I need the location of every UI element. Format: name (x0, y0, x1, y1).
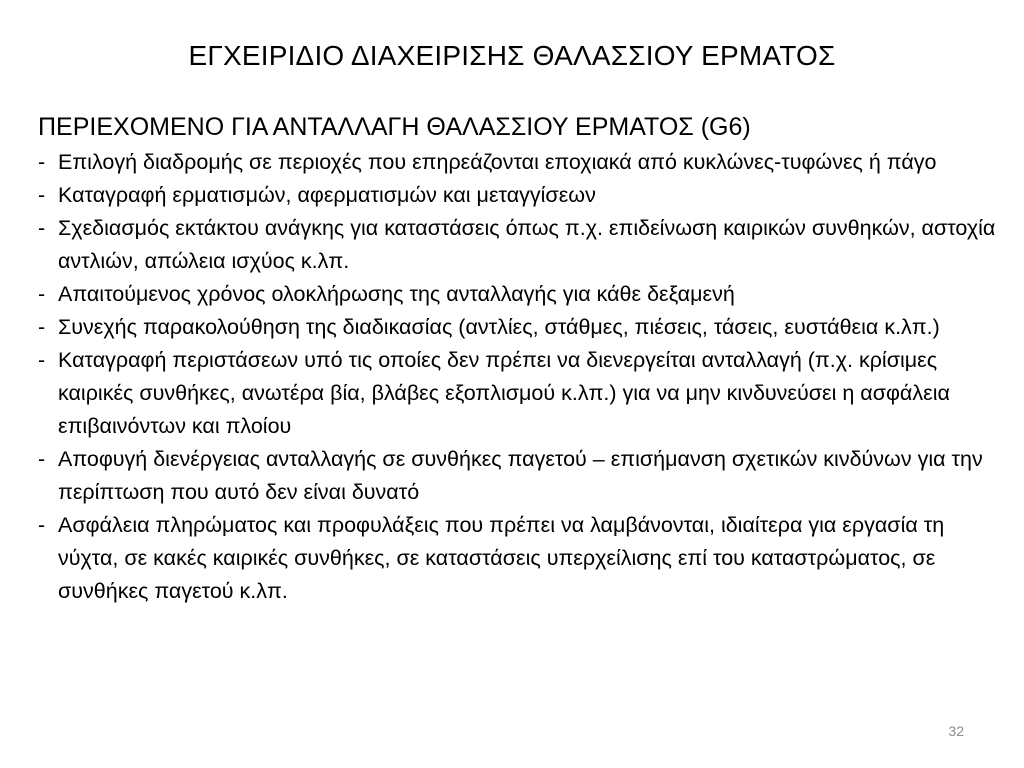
bullet-item (38, 443, 998, 509)
bullet-text: Καταγραφή περιστάσεων υπό τις οποίες δεν πρέπει να διενεργείται ανταλλαγή (π.χ. κρίσιμες καιρικές συνθήκες, ανωτέρα βία, βλάβες εξοπλισμού κ.λπ.) για να μην κινδυνεύσει η ασφάλεια επιβαινόντων και πλοίου (58, 348, 950, 438)
slide-content (38, 110, 998, 608)
bullet-marker: - (38, 315, 46, 339)
bullet-marker: - (38, 216, 46, 240)
bullet-text: Απαιτούμενος χρόνος ολοκλήρωσης της ανταλλαγής για κάθε δεξαμενή (58, 282, 735, 306)
bullet-item (38, 344, 998, 443)
bullet-text: Συνεχής παρακολούθηση της διαδικασίας (αντλίες, στάθμες, πιέσεις, τάσεις, ευστάθεια κ.λπ.) (58, 315, 940, 339)
bullet-item (38, 146, 998, 179)
bullet-marker: - (38, 183, 46, 207)
bullet-marker: - (38, 513, 46, 537)
bullet-text: Αποφυγή διενέργειας ανταλλαγής σε συνθήκες παγετού – επισήμανση σχετικών κινδύνων για την περίπτωση που αυτό δεν είναι δυνατό (58, 447, 983, 504)
bullet-list (38, 146, 998, 608)
bullet-item (38, 179, 998, 212)
page-number: 32 (948, 723, 964, 739)
slide-title: ΕΓΧΕΙΡΙΔΙΟ ΔΙΑΧΕΙΡΙΣΗΣ ΘΑΛΑΣΣΙΟΥ ΕΡΜΑΤΟΣ (188, 40, 836, 71)
bullet-text: Επιλογή διαδρομής σε περιοχές που επηρεάζονται εποχιακά από κυκλώνες-τυφώνες ή πάγο (58, 150, 937, 174)
bullet-item (38, 311, 998, 344)
bullet-marker: - (38, 282, 46, 306)
bullet-text: Σχεδιασμός εκτάκτου ανάγκης για καταστάσεις όπως π.χ. επιδείνωση καιρικών συνθηκών, αστοχία αντλιών, απώλεια ισχύος κ.λπ. (58, 216, 996, 273)
bullet-marker: - (38, 447, 46, 471)
section-heading: ΠΕΡΙΕΧΟΜΕΝΟ ΓΙΑ ΑΝΤΑΛΛΑΓΗ ΘΑΛΑΣΣΙΟΥ ΕΡΜΑΤΟΣ (G6) (38, 113, 751, 141)
bullet-item (38, 278, 998, 311)
bullet-marker: - (38, 348, 46, 372)
bullet-marker: - (38, 150, 46, 174)
bullet-text: Ασφάλεια πληρώματος και προφυλάξεις που πρέπει να λαμβάνονται, ιδιαίτερα για εργασία τη νύχτα, σε κακές καιρικές συνθήκες, σε καταστάσεις υπερχείλισης επί του καταστρώματος, σε συνθήκες παγετού κ.λπ. (58, 513, 945, 603)
bullet-item (38, 509, 998, 608)
bullet-item (38, 212, 998, 278)
bullet-text: Καταγραφή ερματισμών, αφερματισμών και μεταγγίσεων (58, 183, 596, 207)
